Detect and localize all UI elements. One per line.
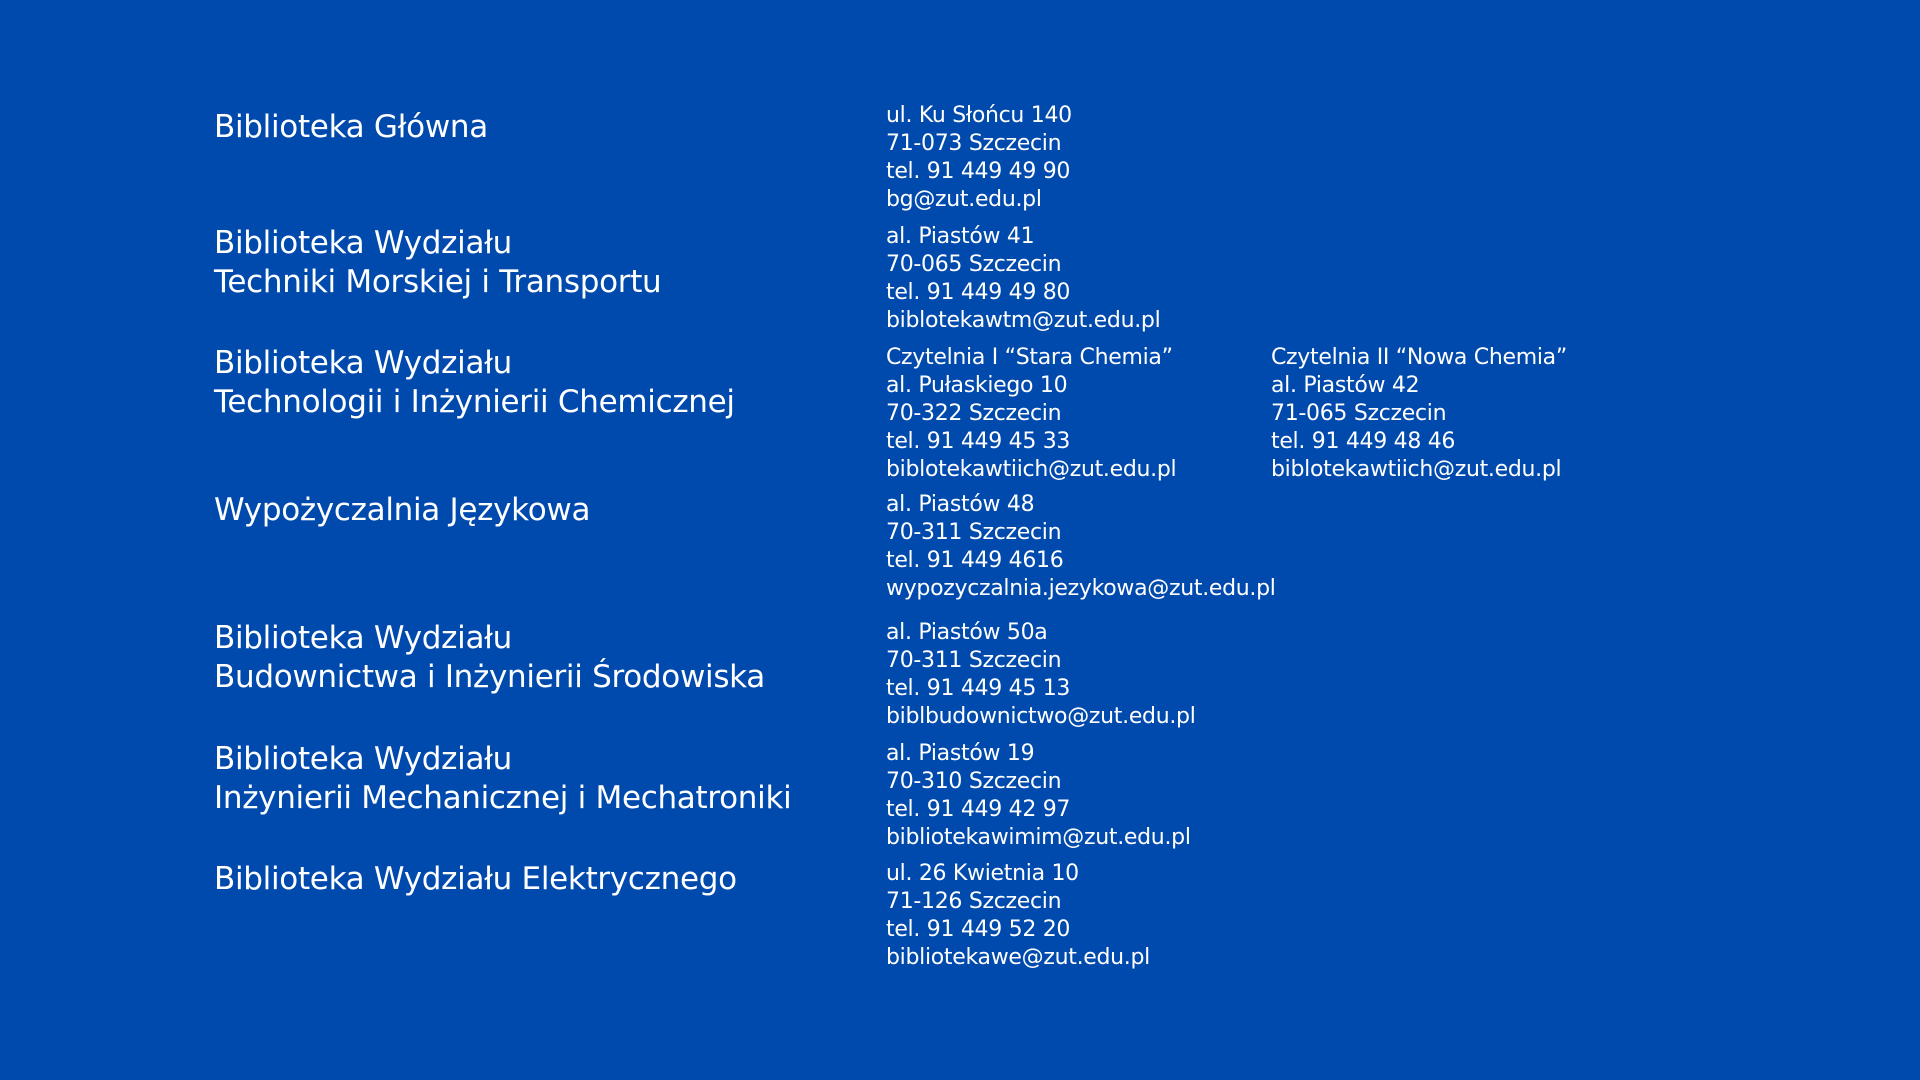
postal-line: 71-073 Szczecin [886,131,1062,156]
phone-line: tel. 91 449 42 97 [886,797,1071,822]
reading-room-2-contact [1271,344,1567,484]
library-name-line: Budownictwa i Inżynierii Środowiska [214,659,765,695]
library-name [214,491,854,530]
postal-line: 71-126 Szczecin [886,889,1062,914]
email-line[interactable]: bibliotekawimim@zut.edu.pl [886,825,1191,850]
address-line: al. Piastów 48 [886,492,1035,517]
library-contact [886,491,1276,603]
library-name [214,740,854,818]
library-contact [886,619,1196,731]
phone-line: tel. 91 449 48 46 [1271,429,1456,454]
library-name [214,344,854,422]
email-line[interactable]: biblotekawtm@zut.edu.pl [886,308,1161,333]
phone-line: tel. 91 449 45 33 [886,429,1071,454]
library-name-line: Techniki Morskiej i Transportu [214,264,662,300]
library-contact [886,860,1150,972]
email-line[interactable]: wypozyczalnia.jezykowa@zut.edu.pl [886,576,1276,601]
library-name-line: Biblioteka Wydziału [214,620,513,656]
email-line[interactable]: bibliotekawe@zut.edu.pl [886,945,1150,970]
postal-line: 70-311 Szczecin [886,648,1062,673]
phone-line: tel. 91 449 49 90 [886,159,1071,184]
email-line[interactable]: biblbudownictwo@zut.edu.pl [886,704,1196,729]
email-line[interactable]: biblotekawtiich@zut.edu.pl [1271,457,1562,482]
phone-line: tel. 91 449 52 20 [886,917,1071,942]
address-line: ul. Ku Słońcu 140 [886,103,1072,128]
email-line[interactable]: bg@zut.edu.pl [886,187,1042,212]
library-name-line: Biblioteka Wydziału [214,225,513,261]
library-contact [886,740,1191,852]
phone-line: tel. 91 449 4616 [886,548,1064,573]
library-name-line: Biblioteka Wydziału [214,345,513,381]
address-line: al. Piastów 41 [886,224,1035,249]
library-name [214,619,854,697]
library-contact [886,102,1072,214]
library-name-line: Biblioteka Główna [214,109,488,145]
library-name-line: Technologii i Inżynierii Chemicznej [214,384,735,420]
phone-line: tel. 91 449 45 13 [886,676,1071,701]
address-line: al. Piastów 42 [1271,373,1420,398]
library-name-line: Inżynierii Mechanicznej i Mechatroniki [214,780,792,816]
postal-line: 70-065 Szczecin [886,252,1062,277]
postal-line: 71-065 Szczecin [1271,401,1447,426]
address-line: al. Pułaskiego 10 [886,373,1068,398]
address-line: ul. 26 Kwietnia 10 [886,861,1079,886]
reading-room-1-contact [886,344,1176,484]
library-name [214,860,854,899]
library-name-line: Wypożyczalnia Językowa [214,492,591,528]
reading-room-title: Czytelnia II “Nowa Chemia” [1271,345,1567,370]
library-name-line: Biblioteka Wydziału Elektrycznego [214,861,737,897]
library-name-line: Biblioteka Wydziału [214,741,513,777]
postal-line: 70-322 Szczecin [886,401,1062,426]
postal-line: 70-311 Szczecin [886,520,1062,545]
phone-line: tel. 91 449 49 80 [886,280,1071,305]
reading-room-title: Czytelnia I “Stara Chemia” [886,345,1173,370]
library-contact [886,223,1160,335]
address-line: al. Piastów 50a [886,620,1048,645]
library-name [214,108,854,147]
postal-line: 70-310 Szczecin [886,769,1062,794]
library-name [214,224,854,302]
email-line[interactable]: biblotekawtiich@zut.edu.pl [886,457,1177,482]
address-line: al. Piastów 19 [886,741,1035,766]
